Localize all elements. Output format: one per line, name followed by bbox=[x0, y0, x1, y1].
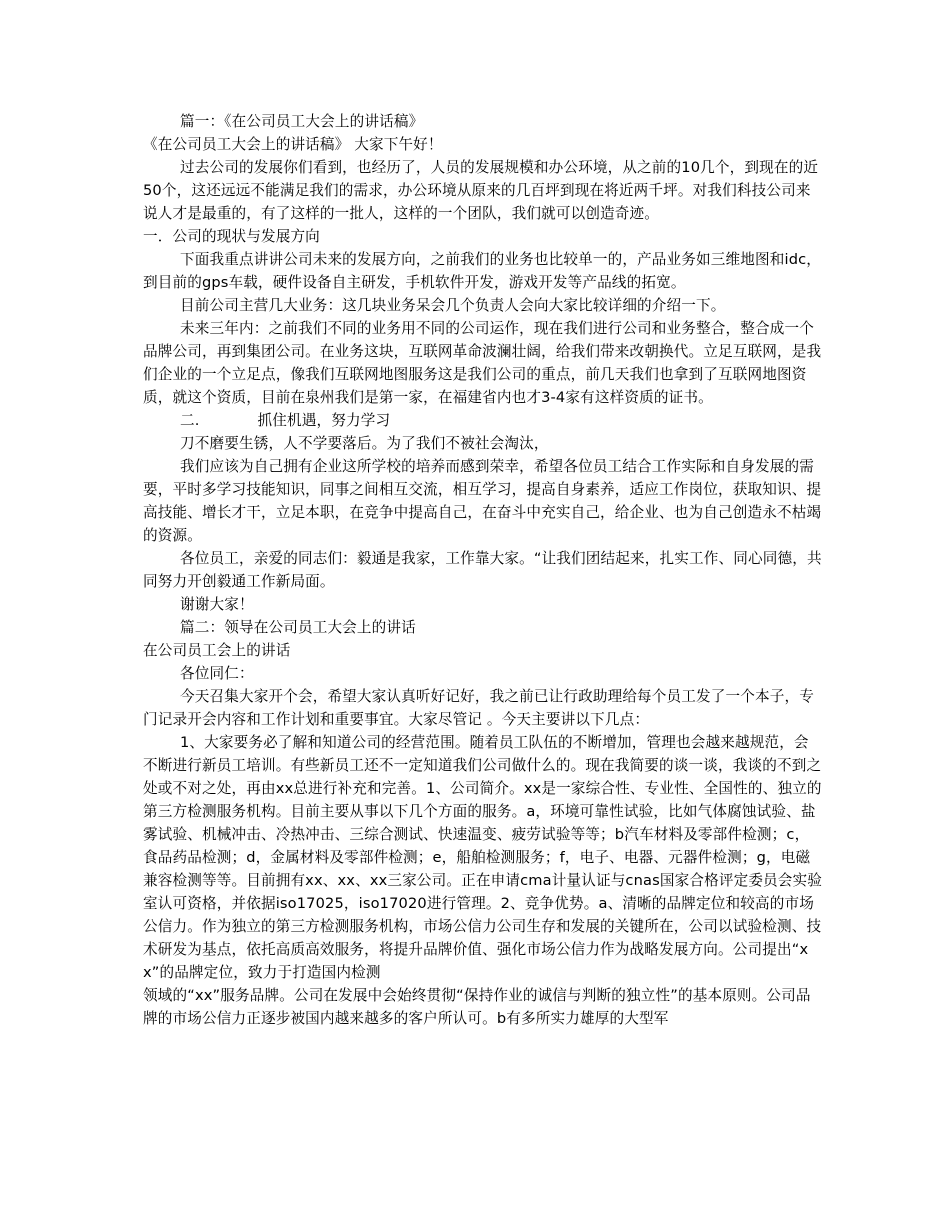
section-heading-two bbox=[143, 409, 823, 432]
section-title: 抓住机遇，努力学习 bbox=[257, 412, 391, 429]
paragraph: 领域的“xx”服务品牌。公司在发展中会始终贯彻“保持作业的诚信与判断的独立性”的基本原则。公司品牌的市场公信力正逐步被国内越来越多的客户所认可。b有多所实力雄厚的大型军 bbox=[143, 987, 811, 1027]
closing-thanks: 谢谢大家！ bbox=[180, 596, 254, 613]
paragraph: 目前公司主营几大业务：这几块业务呆会几个负责人会向大家比较详细的介绍一下。 bbox=[180, 297, 726, 314]
document-body bbox=[143, 110, 823, 1030]
section-number: 二. bbox=[180, 412, 200, 429]
paragraph: 各位员工，亲爱的同志们：毅通是我家，工作靠大家。“让我们团结起来，扎实工作、同心同德，共同努力开创毅通工作新局面。 bbox=[143, 550, 822, 590]
salutation: 各位同仁： bbox=[180, 665, 254, 682]
heading-part-two: 篇二：领导在公司员工大会上的讲话 bbox=[180, 619, 416, 636]
speech-title-line: 《在公司员工大会上的讲话稿》 大家下午好！ bbox=[143, 136, 443, 153]
speech-title-line: 在公司员工会上的讲话 bbox=[143, 642, 291, 659]
paragraph: 未来三年内：之前我们不同的业务用不同的公司运作，现在我们进行公司和业务整合，整合成一个品牌公司，再到集团公司。在业务这块，互联网革命波澜壮阔，给我们带来改朝换代。立足互联网，是我们企业的一个立足点，像我们互联网地图服务这是我们公司的重点，前几天我们也拿到了互联网地图资质，就这个资质，目前在泉州我们是第一家，在福建省内也才3-4家有这样资质的证书。 bbox=[143, 320, 822, 406]
paragraph: 下面我重点讲讲公司未来的发展方向，之前我们的业务也比较单一的，产品业务如三维地图和idc，到目前的gps车载，硬件设备自主研发，手机软件开发，游戏开发等产品线的拓宽。 bbox=[143, 251, 822, 291]
paragraph: 1、大家要务必了解和知道公司的经营范围。随着员工队伍的不断增加，管理也会越来越规范，会不断进行新员工培训。有些新员工还不一定知道我们公司做什么的。现在我简要的谈一谈，我谈的不到之处或不对之处，再由xx总进行补充和完善。1、公司简介。xx是一家综合性、专业性、全国性的、独立的第三方检测服务机构。目前主要从事以下几个方面的服务。a，环境可靠性试验，比如气体腐蚀试验、盐雾试验、机械冲击、冷热冲击、三综合测试、快速温变、疲劳试验等等；b汽车材料及零部件检测；c，食品药品检测；d，金属材料及零部件检测；e，船舶检测服务；f，电子、电器、元器件检测；g，电磁兼容检测等等。目前拥有xx、xx、xx三家公司。正在申请cma计量认证与cnas国家合格评定委员会实验室认可资格，并依据iso17025，iso17020进行管理。2、竞争优势。a、清晰的品牌定位和较高的市场公信力。作为独立的第三方检测服务机构，市场公信力公司生存和发展的关键所在，公司以试验检测、技术研发为基点，依托高质高效服务，将提升品牌价值、强化市场公信力作为战略发展方向。公司提出“xx”的品牌定位，致力于打造国内检测 bbox=[143, 734, 823, 981]
paragraph: 今天召集大家开个会，希望大家认真听好记好，我之前已让行政助理给每个员工发了一个本子，专门记录开会内容和工作计划和重要事宜。大家尽管记 。今天主要讲以下几点： bbox=[143, 688, 814, 728]
section-heading-one: 一．公司的现状与发展方向 bbox=[143, 228, 320, 245]
paragraph: 我们应该为自己拥有企业这所学校的培养而感到荣幸，希望各位员工结合工作实际和自身发展的需要，平时多学习技能知识，同事之间相互交流，相互学习，提高自身素养，适应工作岗位，获取知识、提高技能、增长才干，立足本职，在竞争中提高自己，在奋斗中充实自己，给企业、也为自己创造永不枯竭的资源。 bbox=[143, 458, 822, 544]
heading-part-one: 篇一：《在公司员工大会上的讲话稿》 bbox=[180, 113, 424, 130]
paragraph: 刀不磨要生锈，人不学要落后。为了我们不被社会淘汰， bbox=[180, 435, 549, 452]
paragraph: 过去公司的发展你们看到，也经历了，人员的发展规模和办公环境，从之前的10几个，到现在的近50个，这还远远不能满足我们的需求，办公环境从原来的几百坪到现在将近两千坪。对我们科技公司来说人才是最重的，有了这样的一批人，这样的一个团队，我们就可以创造奇迹。 bbox=[143, 159, 819, 222]
